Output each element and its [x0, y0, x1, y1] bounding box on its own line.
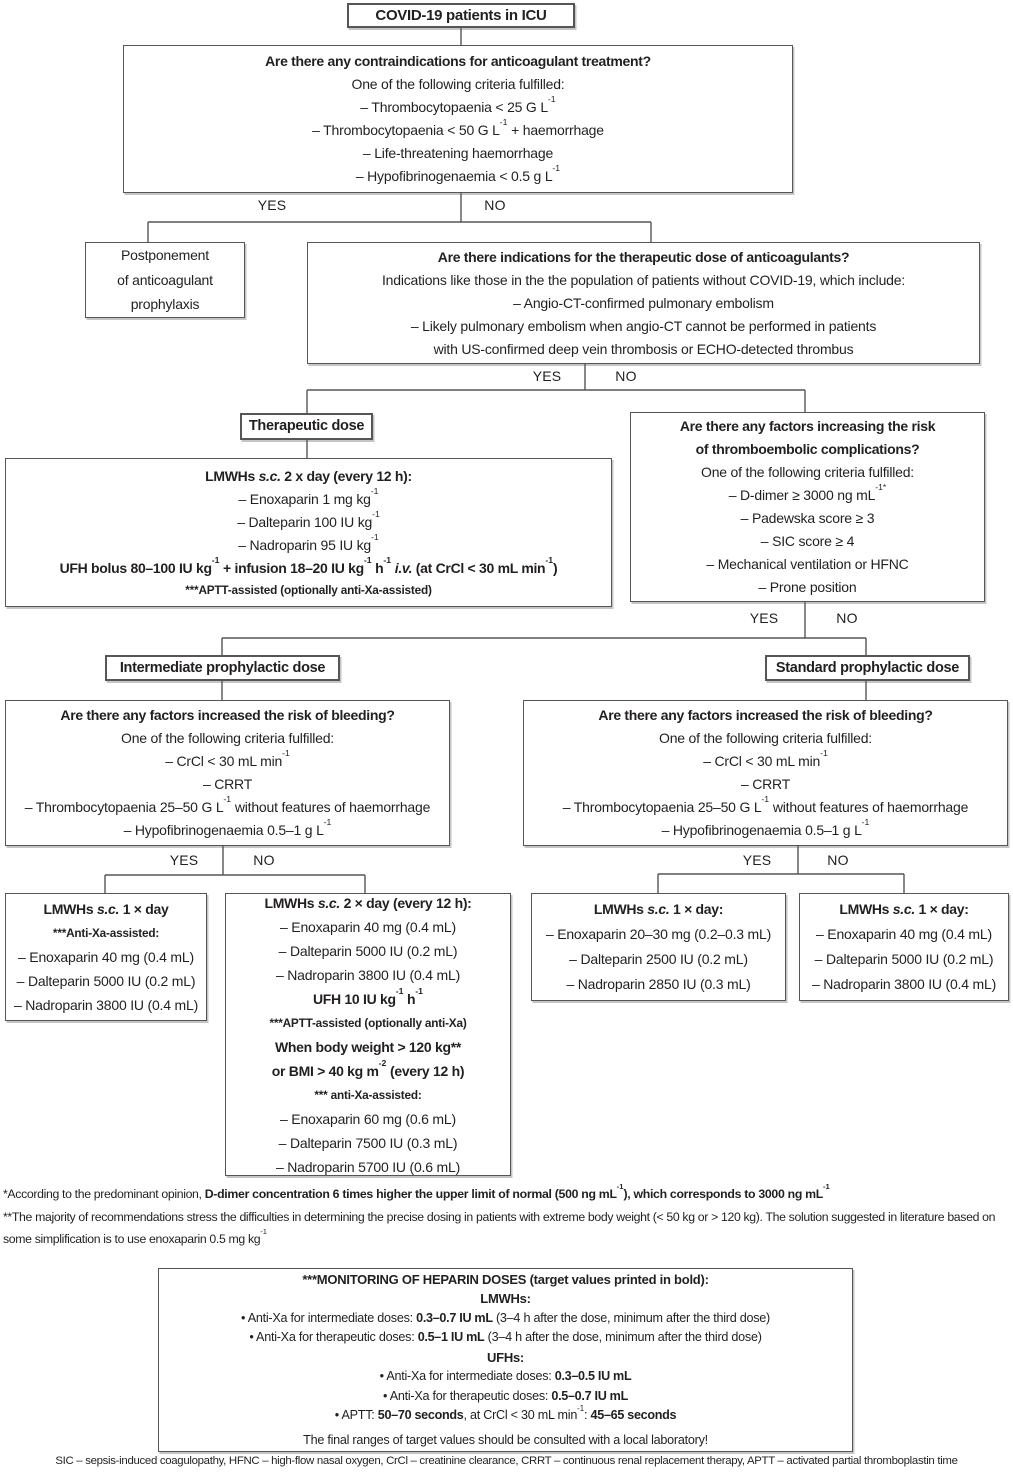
text-line: The final ranges of target values should be consulted with a local laboratory!	[303, 1432, 708, 1447]
text-line: • Anti-Xa for intermediate doses: 0.3–0.5 IU mL	[379, 1369, 632, 1384]
text-line: LMWHs s.c. 2 x day (every 12 h):	[205, 468, 412, 484]
branch2-yes-label: YES	[532, 368, 562, 384]
text-line: – Dalteparin 2500 IU (0.2 mL)	[569, 951, 748, 967]
branch5-no-label: NO	[827, 852, 849, 868]
text-line: One of the following criteria fulfilled:	[701, 464, 914, 480]
branch4-no-label: NO	[253, 852, 275, 868]
text-line: – Enoxaparin 60 mg (0.6 mL)	[280, 1110, 456, 1127]
text-line: – Angio-CT-confirmed pulmonary embolism	[513, 294, 774, 311]
text-line: – SIC score ≥ 4	[760, 533, 855, 549]
text-line: – CrCl < 30 mL $\min^{-1}$	[165, 748, 290, 769]
text-line: *** anti-Xa-assisted:	[314, 1087, 422, 1102]
text-line: ***MONITORING OF HEPARIN DOSES (target values printed in bold):	[302, 1271, 709, 1287]
text-line: – D-dimer ≥ 3000 ng $mL^{-1*}$	[728, 482, 887, 503]
text-line: Therapeutic dose	[248, 418, 365, 434]
text-line: of anticoagulant	[117, 271, 213, 288]
text-line: prophylaxis	[130, 296, 200, 313]
text-line: When body weight > 120 kg**	[275, 1038, 461, 1055]
text-line: – Enoxaparin 40 mg (0.4 mL)	[280, 918, 456, 935]
text-line: – Dalteparin 5000 IU (0.2 mL)	[814, 951, 994, 967]
text-line: – Enoxaparin 40 mg (0.4 mL)	[816, 926, 992, 942]
text-line: Intermediate prophylactic dose	[119, 659, 326, 676]
node-therapeutic-indications-question	[307, 242, 980, 364]
text-line: LMWHs s.c. 2 × day (every 12 h):	[264, 894, 472, 911]
branch1-yes-label: YES	[257, 197, 287, 213]
text-line: – Dalteparin 5000 IU (0.2 mL)	[278, 942, 458, 959]
branch4-yes-label: YES	[169, 852, 199, 868]
footnotes	[3, 1183, 1011, 1251]
node-dose-standard-no	[799, 893, 1009, 1001]
text-line: ***APTT-assisted (optionally anti-Xa-assisted)	[185, 583, 432, 597]
text-line: • Anti-Xa for therapeutic doses: 0.5–0.7 IU mL	[383, 1388, 628, 1403]
text-line: – CrCl < 30 mL $\min^{-1}$	[703, 748, 828, 769]
text-line: – Nadroparin 3800 IU (0.4 mL)	[13, 997, 199, 1013]
text-line: – Nadroparin 3800 IU (0.4 mL)	[275, 966, 461, 983]
node-thromboembolic-risk-question	[630, 412, 985, 602]
text-line: – Prone position	[758, 579, 857, 595]
node-covid-patients-icu	[347, 3, 575, 28]
text-line: – Nadroparin 95 IU $kg^{-1}$	[238, 532, 379, 553]
node-dose-intermediate-no	[225, 893, 511, 1176]
text-line: – Padewska score ≥ 3	[740, 510, 875, 526]
text-line: One of the following criteria fulfilled:	[351, 76, 565, 92]
text-line: UFHs:	[486, 1349, 525, 1365]
text-line: LMWHs:	[480, 1291, 531, 1307]
text-line: – Thrombocytopaenia < 50 G $L^{-1}$ + haemorrhage	[312, 117, 604, 138]
text-line: with US-confirmed deep vein thrombosis or ECHO-detected thrombus	[433, 340, 854, 357]
text-line: LMWHs s.c. 1 × day:	[593, 901, 724, 917]
branch2-no-label: NO	[615, 368, 637, 384]
text-line: Postponement	[121, 247, 209, 264]
text-line: – CRRT	[740, 776, 791, 792]
text-line: – Likely pulmonary embolism when angio-CT cannot be performed in patients	[410, 317, 877, 334]
text-line: Are there indications for the therapeutic dose of anticoagulants?	[437, 248, 850, 265]
text-line: LMWHs s.c. 1 × day:	[839, 901, 969, 917]
text-line: *According to the predominant opinion, D-dimer concentration 6 times higher the upper limit of normal (500 ng $mL^{-1}$), which corresponds to 3000 ng $mL^{-1}$	[3, 1182, 830, 1201]
text-line: **The majority of recommendations stress the difficulties in determining the precise dosing in patients with extreme body weight (< 50 kg or > 120 kg). The solution suggested in literature based on some simplification is to use enoxaparin 0.5 mg $kg^{-1}$	[3, 1209, 996, 1246]
text-line: One of the following criteria fulfilled:	[659, 730, 872, 746]
text-line: – Dalteparin 100 IU $kg^{-1}$	[237, 509, 380, 530]
text-line: Indications like those in the the population of patients without COVID-19, which include:	[381, 271, 906, 288]
text-line: • Anti-Xa for therapeutic doses: 0.5–1 IU mL (3–4 h after the dose, minimum after the third dose)	[249, 1330, 762, 1345]
text-line: – Hypofibrinogenaemia 0.5–1 g $L^{-1}$	[123, 817, 332, 838]
branch3-no-label: NO	[836, 610, 858, 626]
node-intermediate-prophylactic-dose	[105, 655, 340, 681]
text-line: or BMI > 40 kg $m^{-2}$ (every 12 h)	[271, 1057, 465, 1079]
node-heparin-monitoring	[158, 1268, 853, 1452]
text-line: UFH 10 IU $kg^{-1}$ $h^{-1}$	[312, 985, 424, 1007]
text-line: – Life-threatening haemorrhage	[362, 145, 554, 161]
text-line: UFH bolus 80–100 IU $kg^{-1}$ + infusion 18–20 IU $kg^{-1}$ $h^{-1}$ i.v. (at CrCl < 30 mL $\min^{-1}$)	[59, 555, 558, 576]
text-line: – Thrombocytopaenia < 25 G $L^{-1}$	[360, 94, 556, 115]
text-line: Are there any factors increased the risk of bleeding?	[598, 707, 933, 723]
text-line: COVID-19 patients in ICU	[375, 7, 547, 24]
text-line: • APTT: 50–70 seconds, at CrCl < 30 mL $\min^{-1}$: 45–65 seconds	[334, 1403, 677, 1423]
abbreviations-line: SIC – sepsis-induced coagulopathy, HFNC – high-flow nasal oxygen, CrCl – creatinine clearance, CRRT – continuous renal replacement therapy, APTT – activated partial thromboplastin time	[55, 1455, 958, 1467]
text-line: ***Anti-Xa-assisted:	[52, 926, 160, 940]
text-line: Are there any factors increasing the risk	[679, 418, 936, 434]
text-line: – Hypofibrinogenaemia 0.5–1 g $L^{-1}$	[661, 817, 870, 838]
text-line: LMWHs s.c. 1 × day	[43, 901, 169, 917]
node-postponement	[85, 242, 245, 318]
text-line: – CRRT	[202, 776, 253, 792]
node-dose-intermediate-yes	[5, 893, 207, 1021]
text-line: ***APTT-assisted (optionally anti-Xa)	[269, 1015, 467, 1030]
text-line: – Enoxaparin 40 mg (0.4 mL)	[18, 949, 194, 965]
text-line: – Thrombocytopaenia 25–50 G $L^{-1}$ without features of haemorrhage	[562, 794, 969, 815]
node-dose-standard-yes	[531, 893, 786, 1001]
text-line: Are there any factors increased the risk of bleeding?	[60, 707, 395, 723]
text-line: – Hypofibrinogenaemia < 0.5 g $L^{-1}$	[355, 163, 561, 184]
node-contraindications-question	[123, 45, 793, 193]
branch1-no-label: NO	[484, 197, 506, 213]
text-line: Are there any contraindications for anticoagulant treatment?	[265, 53, 651, 69]
text-line: – Nadroparin 5700 IU (0.6 mL)	[275, 1158, 461, 1175]
text-line: – Nadroparin 2850 IU (0.3 mL)	[566, 976, 751, 992]
branch5-yes-label: YES	[742, 852, 772, 868]
text-line: – Dalteparin 7500 IU (0.3 mL)	[278, 1134, 458, 1151]
branch3-yes-label: YES	[749, 610, 779, 626]
text-line: – Thrombocytopaenia 25–50 G $L^{-1}$ without features of haemorrhage	[24, 794, 431, 815]
text-line: – Mechanical ventilation or HFNC	[706, 556, 909, 572]
text-line: – Dalteparin 5000 IU (0.2 mL)	[16, 973, 196, 989]
node-lmwh-therapeutic-doses	[5, 458, 612, 607]
text-line: – Enoxaparin 20–30 mg (0.2–0.3 mL)	[545, 926, 772, 942]
text-line: • Anti-Xa for intermediate doses: 0.3–0.7 IU mL (3–4 h after the dose, minimum after the third dose)	[241, 1310, 770, 1325]
text-line: – Enoxaparin 1 mg $kg^{-1}$	[238, 486, 379, 507]
text-line: Standard prophylactic dose	[775, 659, 960, 676]
text-line: One of the following criteria fulfilled:	[121, 730, 334, 746]
node-bleeding-risk-question-right	[523, 700, 1008, 846]
node-standard-prophylactic-dose	[765, 655, 970, 681]
text-line: – Nadroparin 3800 IU (0.4 mL)	[811, 976, 997, 992]
node-bleeding-risk-question-left	[5, 700, 450, 846]
text-line: of thromboembolic complications?	[695, 441, 920, 457]
node-therapeutic-dose	[240, 413, 373, 440]
